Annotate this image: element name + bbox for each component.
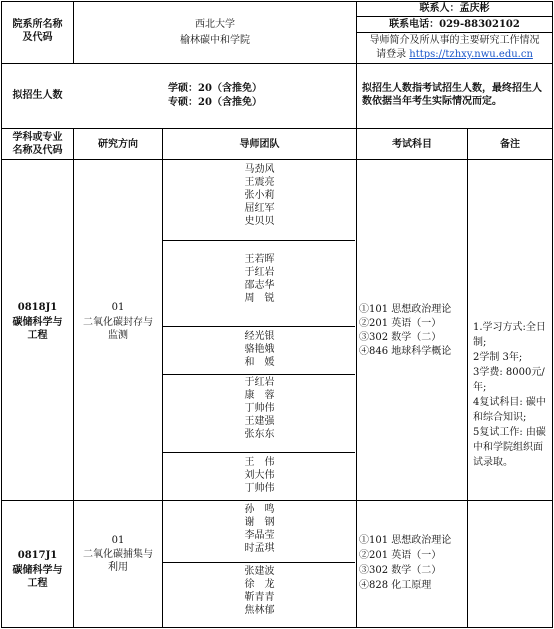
exam-subject: ②201 英语（一） [359,318,442,329]
dept-name: 西北大学 [195,19,235,30]
col-team: 导师团队 [239,139,280,150]
program-code: 0817J1 [17,550,58,561]
login-line [357,48,552,61]
program-name: 碳储科学与 工程 [12,317,63,341]
contact-person: 联系人：孟庆彬 [419,3,490,14]
dept-sub: 榆林碳中和学院 [180,35,250,46]
team-cell: 于红岩 康 蓉 丁帅伟 王建强 张东东 [244,377,275,440]
exam-subject: ①101 思想政治理论 [359,304,452,315]
col-remark: 备注 [500,139,520,150]
team-cell: 孙 鸣 谢 钢 李晶莹 时孟琪 [244,504,275,554]
enrollment-professional: 专硕：20（含推免） [168,97,262,108]
exam-subject: ③302 数学（二） [359,332,442,343]
col-direction: 研究方向 [98,139,138,150]
col-exam: 考试科目 [392,139,432,150]
website-link[interactable]: https://tzhxy.nwu.edu.cn [409,49,533,60]
exam-subject: ③302 数学（二） [359,565,442,576]
intro-text: 导师简介及所从事的主要研究工作情况 [369,35,540,46]
team-cell: 王若晖 于红岩 邵志华 周 锐 [244,254,275,304]
enrollment-note: 拟招生人数指考试招生人数，最终招生人数依据当年考生实际情况而定。 [362,83,542,107]
program-code: 0818J1 [17,302,58,313]
contact-phone: 联系电话：029-88302102 [389,19,520,30]
direction-no: 01 [111,535,125,546]
exam-subject: ④846 地球科学概论 [359,346,452,357]
direction-name: 二氧化碳捕集与 利用 [83,549,153,573]
exam-subject: ②201 英语（一） [359,550,442,561]
team-cell: 张建波 徐 龙 靳青青 焦林郁 [244,566,275,616]
remarks: 1.学习方式:全日制; 2学制 3年; 3学费: 8000元/年; 4复试科目: 碳中和综合知识; 5复试工作: 由碳中和学院组织面试录取。 [473,322,546,468]
team-cell: 经光银 骆艳娥 和 媛 [244,331,275,368]
program-name: 碳储科学与 工程 [12,565,63,589]
direction-name: 二氧化碳封存与 监测 [83,317,153,341]
dept-label: 院系所名称 及代码 [12,19,63,43]
exam-subject: ④828 化工原理 [359,580,432,591]
enrollment-academic: 学硕：20（含推免） [168,83,262,94]
team-cell: 王 伟 刘大伟 丁帅伟 [244,457,275,494]
login-text: 请登录 [376,49,407,60]
exam-subject: ①101 思想政治理论 [359,535,452,546]
team-cell: 马劲风 王震亮 张小莉 屈红军 史贝贝 [244,164,275,227]
col-subject: 学科或专业 名称及代码 [12,132,63,156]
direction-no: 01 [111,302,125,313]
enrollment-label: 拟招生人数 [12,90,63,101]
